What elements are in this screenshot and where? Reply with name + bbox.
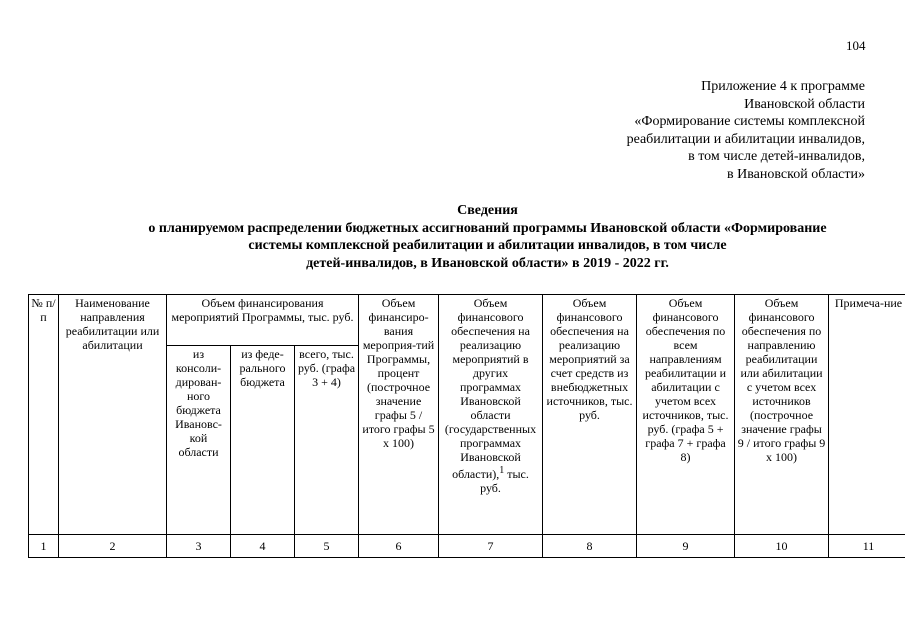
header-federal-budget: из феде-рального бюджета: [231, 346, 295, 535]
column-number: 9: [637, 535, 735, 558]
header-extrabudgetary: Объем финансового обеспечения на реализацию мероприятий за счет средств из внебюджетных источников, тыс. руб.: [543, 295, 637, 535]
appendix-line: в Ивановской области»: [727, 166, 865, 182]
header-other-programs: [439, 295, 543, 535]
column-number: 5: [295, 535, 359, 558]
page-number: 104: [846, 38, 866, 53]
column-number: 11: [829, 535, 905, 558]
column-number: 4: [231, 535, 295, 558]
appendix-line: реабилитации и абилитации инвалидов,: [626, 131, 865, 147]
appendix-line: Приложение 4 к программе: [701, 79, 865, 94]
column-number: 10: [735, 535, 829, 558]
header-all-directions: Объем финансового обеспечения по всем направлениям реабилитации и абилитации с учетом всех источников, тыс. руб. (графа 5 + графа 7 + графа 8): [637, 295, 735, 535]
column-number: 3: [167, 535, 231, 558]
header-financing-percent: Объем финансиро-вания мероприя-тий Программы, процент (построчное значение графы 5 / итого графы 5 х 100): [359, 295, 439, 535]
title-line: о планируемом распределении бюджетных ассигнований программы Ивановской области «Формирование: [148, 220, 827, 236]
header-regional-budget: из консоли-дирован-ного бюджета Ивановс-кой области: [167, 346, 231, 535]
header-other-programs-text: Объем финансового обеспечения на реализацию мероприятий в других программах Ивановской области (государственных программах Ивановской области),: [444, 296, 537, 481]
header-row-top: [29, 295, 905, 346]
header-other-programs-unit: тыс. руб.: [480, 467, 529, 495]
appendix-line: в том числе детей-инвалидов,: [688, 149, 865, 165]
column-number-row: [29, 535, 905, 558]
column-number: 8: [543, 535, 637, 558]
appendix-line: Ивановской области: [744, 96, 865, 112]
header-by-direction: Объем финансового обеспечения по направлению реабилитации или абилитации с учетом всех источников (построчное значение графы 9 / итого графы 9 х 100): [735, 295, 829, 535]
financing-table: [28, 294, 905, 558]
column-number: 2: [59, 535, 167, 558]
header-number: № п/п: [29, 295, 59, 535]
column-number: 1: [29, 535, 59, 558]
document-title: [100, 202, 875, 272]
appendix-reference: [565, 78, 865, 184]
header-program-financing: Объем финансирования мероприятий Программы, тыс. руб.: [167, 295, 359, 346]
header-note: Примеча-ние: [829, 295, 905, 535]
column-number: 6: [359, 535, 439, 558]
appendix-line: «Формирование системы комплексной: [634, 114, 865, 130]
header-direction-name: Наименование направления реабилитации или абилитации: [59, 295, 167, 535]
column-number: 7: [439, 535, 543, 558]
header-total: всего, тыс. руб. (графа 3 + 4): [295, 346, 359, 535]
footnote-mark: 1: [499, 465, 505, 476]
title-heading: Сведения: [457, 203, 518, 218]
title-line: системы комплексной реабилитации и абилитации инвалидов, в том числе: [248, 238, 727, 254]
title-line: детей-инвалидов, в Ивановской области» в 2019 - 2022 гг.: [306, 255, 669, 271]
